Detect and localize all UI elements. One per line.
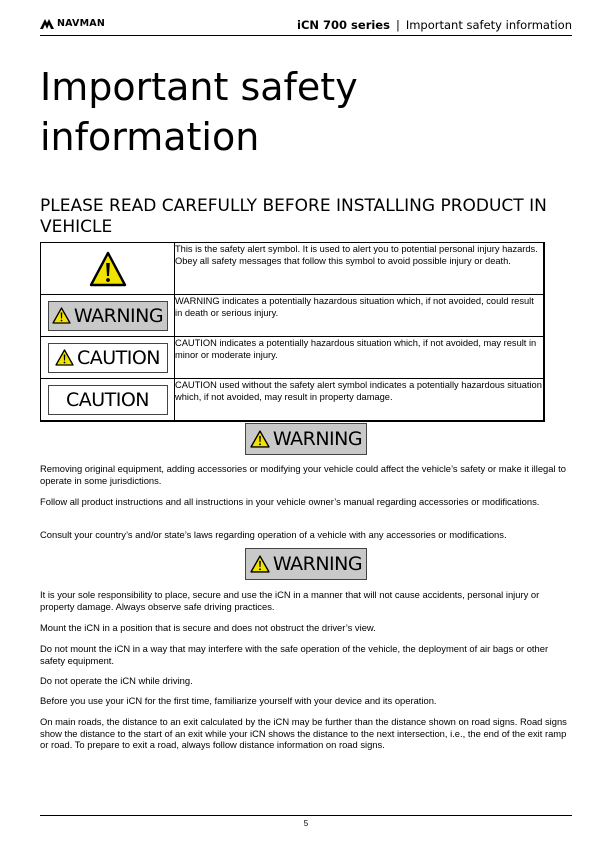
table-row [41,295,545,337]
body-paragraph: Consult your country’s and/or state’s laws regarding operation of a vehicle with any accessories or modifications. [40,529,507,540]
symbol-cell [41,337,175,379]
symbol-description: CAUTION indicates a potentially hazardous situation which, if not avoided, may result in minor or moderate injury. [175,337,545,379]
alert-triangle-icon [250,430,270,448]
warning-badge [245,423,367,455]
logo-text: NAVMAN [57,18,105,29]
symbol-cell [41,243,175,295]
alert-triangle-icon [250,555,270,573]
symbol-description: This is the safety alert symbol. It is used to alert you to potential personal injury hazards. Obey all safety messages that follow this symbol to avoid possible injury or death. [175,243,545,295]
navman-logo [40,18,105,29]
symbol-description: CAUTION used without the safety alert symbol indicates a potentially hazardous situation which, if not avoided, may result in property damage. [175,379,545,422]
warning-badge [48,301,168,331]
page-number: 5 [303,819,309,828]
section-name: Important safety information [405,18,572,32]
caution-plain-badge [48,385,168,415]
badge-label: WARNING [73,304,164,327]
page-header [40,16,572,36]
table-row [41,379,545,422]
symbol-cell [41,379,175,422]
warning-banner [245,423,367,455]
product-series: iCN 700 series [297,18,390,32]
badge-label: WARNING [272,553,363,575]
badge-label: CAUTION [76,346,161,369]
table-row [41,337,545,379]
body-paragraph: It is your sole responsibility to place, secure and use the iCN in a manner that will not cause accidents, personal injury or property damage. Always observe safe driving practices. [40,589,540,612]
body-paragraph: Do not operate the iCN while driving. [40,675,193,686]
warning-badge [245,548,367,580]
alert-triangle-icon [52,307,71,324]
section-subtitle: PLEASE READ CAREFULLY BEFORE INSTALLING PRODUCT IN VEHICLE [40,196,547,237]
caution-badge [48,343,168,373]
header-breadcrumb [297,18,572,32]
body-paragraph: Removing original equipment, adding accessories or modifying your vehicle could affect the vehicle’s safety or make it illegal to operate in some jurisdictions. [40,463,566,486]
header-separator: | [395,18,400,32]
table-row [41,243,545,295]
badge-label: CAUTION [65,388,150,411]
safety-symbol-table [40,242,545,422]
body-paragraph: On main roads, the distance to an exit calculated by the iCN may be further than the distance shown on road signs. Road signs show the distance to the start of an exit while your iCN shows the distance to the next intersection, i.e., the end of the exit ramp or road. To prepare to exit a road, always follow distance information on road signs. [40,716,567,750]
body-paragraph: Mount the iCN in a position that is secure and does not obstruct the driver’s view. [40,622,376,633]
footer-divider [40,815,572,816]
body-paragraph: Follow all product instructions and all instructions in your vehicle owner’s manual regarding accessories or modifications. [40,496,540,507]
alert-triangle-icon [55,349,74,366]
symbol-cell [41,295,175,337]
safety-alert-icon [89,251,127,287]
body-paragraph: Before you use your iCN for the first time, familiarize yourself with your device and its operation. [40,695,437,706]
badge-label: WARNING [272,428,363,450]
navman-logo-icon [40,19,54,29]
page-title: Important safety information [40,65,358,159]
body-paragraph: Do not mount the iCN in a way that may interfere with the safe operation of the vehicle, the deployment of air bags or other safety equipment. [40,643,549,666]
warning-banner [245,548,367,580]
symbol-description: WARNING indicates a potentially hazardous situation which, if not avoided, could result in death or serious injury. [175,295,545,337]
